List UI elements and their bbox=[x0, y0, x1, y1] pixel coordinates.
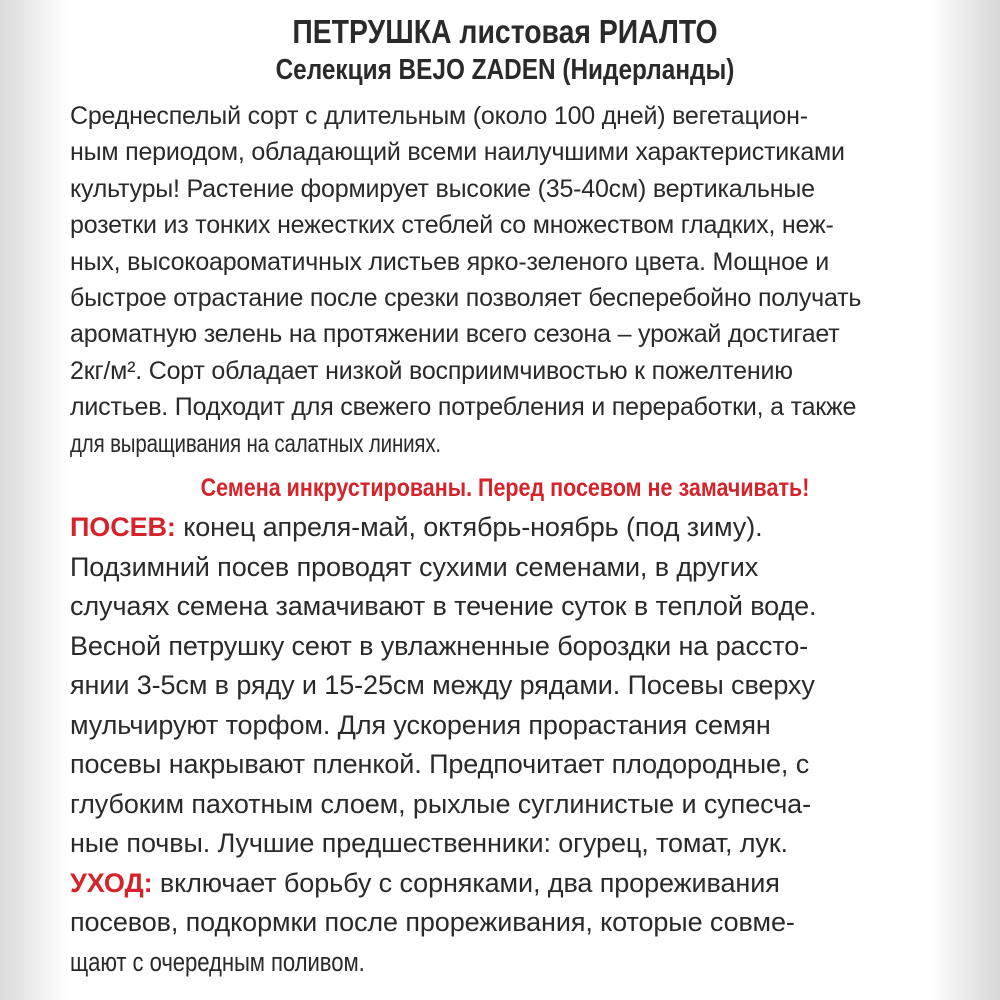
description-line-text: 2кг/м². Сорт обладает низкой восприимчивостью к пожелтению bbox=[70, 356, 793, 385]
sowing-line bbox=[70, 706, 940, 746]
sowing-line bbox=[70, 627, 940, 667]
description-line bbox=[70, 207, 940, 243]
description-line bbox=[70, 389, 940, 425]
product-title: ПЕТРУШКА листовая РИАЛТО bbox=[292, 13, 718, 50]
page-shadow-right bbox=[930, 0, 1000, 1000]
sowing-line bbox=[70, 785, 940, 825]
care-line bbox=[70, 903, 940, 943]
sowing-line-text: Подзимний посев проводят сухими семенами, в других bbox=[70, 551, 759, 582]
description-line bbox=[70, 280, 940, 316]
sowing-line-text: посевы накрывают пленкой. Предпочитает плодородные, с bbox=[70, 749, 810, 780]
sowing-line-text: мульчируют торфом. Для ускорения прорастания семян bbox=[70, 709, 771, 740]
page-shadow-left bbox=[0, 0, 70, 1000]
care-section bbox=[70, 864, 940, 983]
description-line-text: розетки из тонких нежестких стеблей со множеством гладких, неж- bbox=[70, 211, 834, 240]
care-label: УХОД: bbox=[70, 867, 153, 898]
description-line bbox=[70, 426, 940, 462]
description-line bbox=[70, 353, 940, 389]
seed-packet-text bbox=[70, 12, 940, 982]
description-line-text: Среднеспелый сорт с длительным (около 100 дней) вегетацион- bbox=[70, 102, 808, 130]
sowing-line-text: янии 3-5см в ряду и 15-25см между рядами. Посевы сверху bbox=[70, 670, 815, 701]
description-line bbox=[70, 98, 940, 134]
selection-subtitle: Селекция BEJO ZADEN (Нидерланды) bbox=[275, 54, 735, 86]
sowing-label: ПОСЕВ: bbox=[70, 512, 176, 543]
description-line bbox=[70, 316, 940, 352]
care-first-text: включает борьбу с сорняками, два прореживания bbox=[152, 867, 780, 898]
description-line bbox=[70, 171, 940, 207]
sowing-line bbox=[70, 587, 940, 627]
description-line-text: быстрое отрастание после срезки позволяет бесперебойно получать bbox=[70, 284, 862, 313]
description-line-text: листьев. Подходит для свежего потребления и переработки, а также bbox=[70, 393, 857, 422]
description-line-text: ароматную зелень на протяжении всего сезона – урожай достигает bbox=[70, 320, 840, 349]
sowing-line bbox=[70, 666, 940, 706]
care-first-line bbox=[70, 864, 940, 904]
care-line-text: щают с очередным поливом. bbox=[70, 946, 365, 977]
sowing-line bbox=[70, 548, 940, 588]
sowing-first-text: конец апреля-май, октябрь-ноябрь (под зиму). bbox=[175, 512, 763, 543]
sowing-line-text: случаях семена замачивают в течение суток в теплой воде. bbox=[70, 591, 817, 622]
description-line-text: ных, высокоароматичных листьев ярко-зеленого цвета. Мощное и bbox=[70, 247, 830, 276]
description-line-text: для выращивания на салатных линиях. bbox=[70, 429, 441, 458]
description-paragraph bbox=[70, 98, 940, 462]
sowing-line-text: ные почвы. Лучшие предшественники: огурец, томат, лук. bbox=[70, 828, 788, 859]
care-line-text: посевов, подкормки после прореживания, которые совме- bbox=[70, 907, 795, 938]
sowing-line bbox=[70, 824, 940, 864]
care-line bbox=[70, 943, 940, 983]
sowing-line-text: Весной петрушку сеют в увлажненные бороздки на рассто- bbox=[70, 630, 809, 661]
description-line bbox=[70, 134, 940, 170]
description-line-text: ным периодом, обладающий всеми наилучшими характеристиками bbox=[70, 138, 845, 167]
seed-warning: Семена инкрустированы. Перед посевом не замачивать! bbox=[200, 474, 810, 503]
sowing-line-text: глубоким пахотным слоем, рыхлые суглинистые и супесча- bbox=[70, 788, 811, 819]
sowing-section bbox=[70, 508, 940, 864]
sowing-line bbox=[70, 745, 940, 785]
description-line bbox=[70, 244, 940, 280]
description-line-text: культуры! Растение формирует высокие (35-40см) вертикальные bbox=[70, 174, 815, 203]
sowing-first-line bbox=[70, 508, 940, 548]
